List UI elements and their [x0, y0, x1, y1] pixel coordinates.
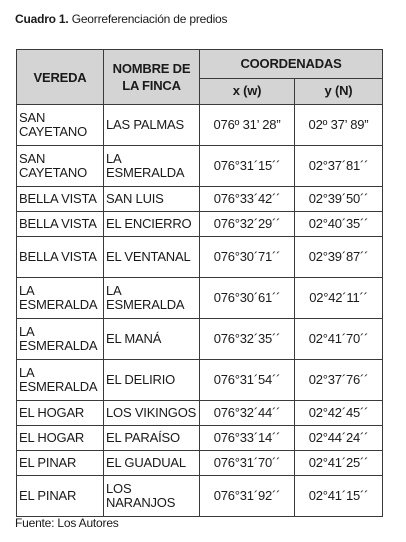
cell-y: 02°44´24´´	[295, 426, 383, 451]
cell-x: 076°33´14´´	[200, 426, 295, 451]
cell-y: 02°41´15´´	[295, 476, 383, 517]
cell-y: 02º 37’ 89”	[295, 105, 383, 146]
cell-x: 076°33´42´´	[200, 187, 295, 212]
cell-vereda: LA ESMERALDA	[17, 278, 104, 319]
cell-x: 076°32´44´´	[200, 401, 295, 426]
cell-finca: LA ESMERALDA	[104, 146, 200, 187]
cell-finca: EL DELIRIO	[104, 360, 200, 401]
cell-vereda: BELLA VISTA	[17, 237, 104, 278]
coordinates-table	[16, 49, 383, 517]
cell-vereda: EL PINAR	[17, 476, 104, 517]
cell-finca: LOS VIKINGOS	[104, 401, 200, 426]
cell-vereda: EL HOGAR	[17, 426, 104, 451]
source-note: Fuente: Los Autores	[15, 516, 119, 530]
header-y: y (N)	[295, 78, 383, 104]
cell-vereda: SAN CAYETANO	[17, 146, 104, 187]
cell-y: 02°41´70´´	[295, 319, 383, 360]
cell-finca: EL VENTANAL	[104, 237, 200, 278]
cell-x: 076°31´92´´	[200, 476, 295, 517]
cell-finca: EL MANÁ	[104, 319, 200, 360]
cell-y: 02°37´76´´	[295, 360, 383, 401]
table-row	[17, 146, 383, 187]
cell-vereda: SAN CAYETANO	[17, 105, 104, 146]
header-coordenadas: COORDENADAS	[200, 50, 383, 79]
cell-x: 076°31´70´´	[200, 451, 295, 476]
header-x: x (w)	[200, 78, 295, 104]
cell-x: 076°31´15´´	[200, 146, 295, 187]
cell-vereda: EL HOGAR	[17, 401, 104, 426]
cell-x: 076°32´35´´	[200, 319, 295, 360]
table-row	[17, 105, 383, 146]
cell-vereda: EL PINAR	[17, 451, 104, 476]
table-row	[17, 278, 383, 319]
caption-text: Georreferenciación de predios	[71, 12, 228, 26]
cell-finca: EL ENCIERRO	[104, 212, 200, 237]
cell-vereda: BELLA VISTA	[17, 212, 104, 237]
cell-y: 02°37´81´´	[295, 146, 383, 187]
cell-finca: LAS PALMAS	[104, 105, 200, 146]
cell-vereda: LA ESMERALDA	[17, 319, 104, 360]
table-row	[17, 360, 383, 401]
cell-y: 02°39´87´´	[295, 237, 383, 278]
cell-finca: SAN LUIS	[104, 187, 200, 212]
cell-vereda: BELLA VISTA	[17, 187, 104, 212]
table-row	[17, 212, 383, 237]
cell-x: 076°30´71´´	[200, 237, 295, 278]
cell-x: 076°31´54´´	[200, 360, 295, 401]
cell-y: 02°40´35´´	[295, 212, 383, 237]
cell-finca: LA ESMERALDA	[104, 278, 200, 319]
table-row	[17, 476, 383, 517]
cell-y: 02°41´25´´	[295, 451, 383, 476]
table-row	[17, 319, 383, 360]
header-vereda: VEREDA	[17, 50, 104, 105]
cell-y: 02°42´11´´	[295, 278, 383, 319]
table-row	[17, 426, 383, 451]
cell-finca: EL GUADUAL	[104, 451, 200, 476]
cell-vereda: LA ESMERALDA	[17, 360, 104, 401]
table-row	[17, 451, 383, 476]
header-finca: NOMBRE DE LA FINCA	[104, 50, 200, 105]
caption-label: Cuadro 1.	[15, 12, 69, 26]
cell-finca: LOS NARANJOS	[104, 476, 200, 517]
table-row	[17, 237, 383, 278]
cell-x: 076°30´61´´	[200, 278, 295, 319]
table-row	[17, 187, 383, 212]
cell-finca: EL PARAÍSO	[104, 426, 200, 451]
cell-x: 076º 31’ 28”	[200, 105, 295, 146]
table-row	[17, 401, 383, 426]
cell-y: 02°39´50´´	[295, 187, 383, 212]
table-caption	[15, 12, 227, 26]
cell-y: 02°42´45´´	[295, 401, 383, 426]
cell-x: 076°32´29´´	[200, 212, 295, 237]
